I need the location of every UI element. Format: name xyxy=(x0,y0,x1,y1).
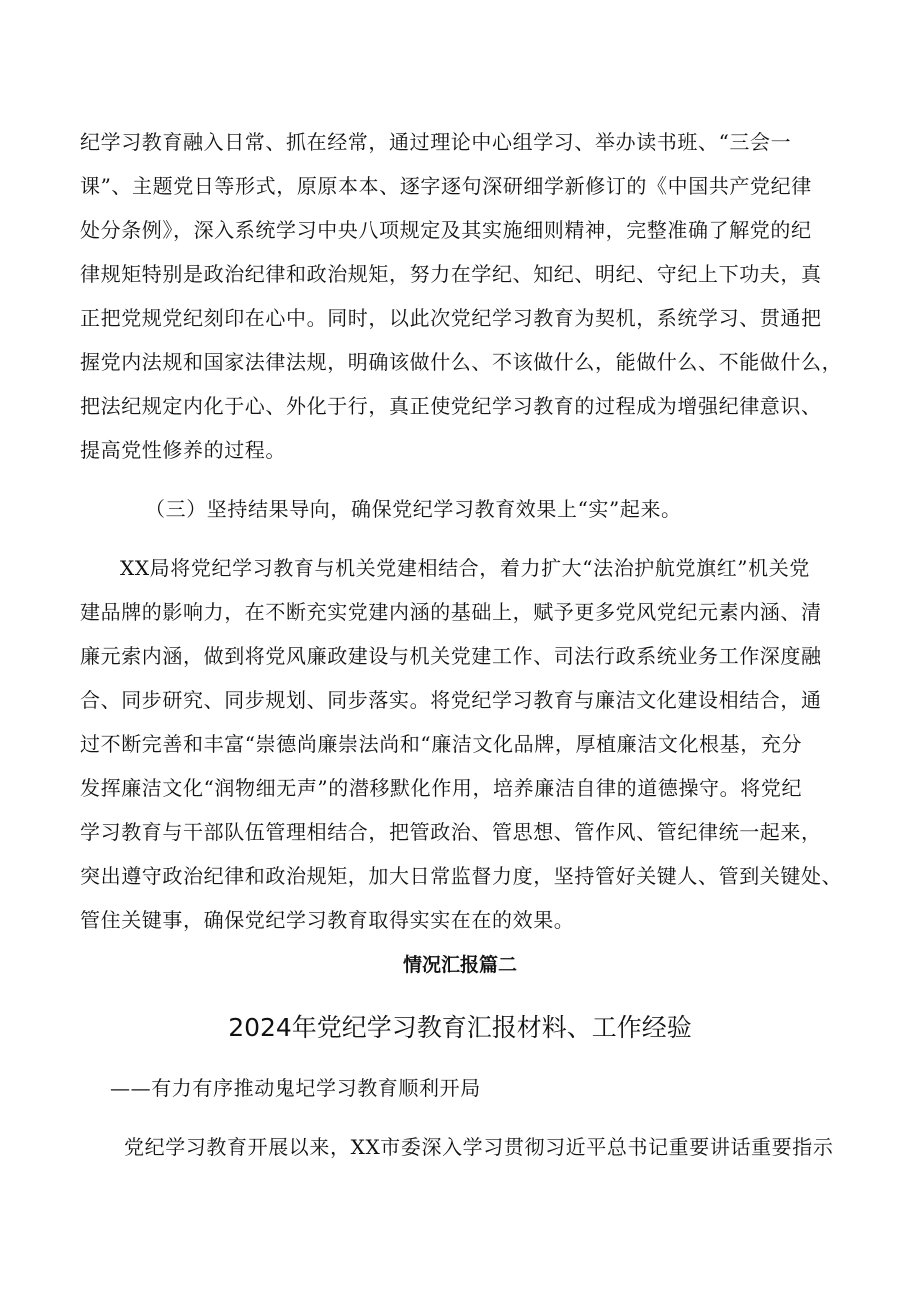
paragraph-line: 突出遵守政治纪律和政治规矩，加大日常监督力度，坚持管好关键人、管到关键处、 xyxy=(80,864,843,888)
paragraph-line: 廉元索内涵，做到将党风廉政建设与机关党建工作、司法行政系统业务工作深度融 xyxy=(80,644,822,668)
body-paragraph-3: 党纪学习教育开展以来，XX市委深入学习贯彻习近平总书记重要讲话重要指示 xyxy=(124,1135,834,1159)
section-label: 情况汇报篇二 xyxy=(402,954,517,976)
body-paragraph-1 xyxy=(80,120,860,472)
paragraph-line: 学习教育与干部队伍管理相结合，把管政治、管思想、管作风、管纪律统一起来， xyxy=(80,820,822,844)
body-paragraph-2 xyxy=(80,546,860,942)
paragraph-line: 提高党性修养的过程。 xyxy=(80,438,286,462)
paragraph-line: 把法纪规定内化于心、外化于行，真正使党纪学习教育的过程成为增强纪律意识、 xyxy=(80,394,822,418)
paragraph-line: 课”、主题党日等形式，原原本本、逐字逐句深研细学新修订的《中国共产党纪律 xyxy=(80,174,812,198)
paragraph-line: 处分条例》，深入系统学习中央八项规定及其实施细则精神，完整准确了解党的纪 xyxy=(80,218,812,242)
paragraph-line: 合、同步研究、同步规划、同步落实。将党纪学习教育与廉洁文化建设相结合，通 xyxy=(80,688,822,712)
paragraph-line: 建品牌的影响力，在不断充实党建内涵的基础上，赋予更多党风党纪元素内涵、清 xyxy=(80,600,822,624)
paragraph-line: 正把党规党纪刻印在心中。同时，以此次党纪学习教育为契机，系统学习、贯通把 xyxy=(80,306,822,330)
paragraph-line: 纪学习教育融入日常、抓在经常，通过理论中心组学习、举办读书班、“三会一 xyxy=(80,130,792,154)
paragraph-line: 过不断完善和丰富“崇德尚廉崇法尚和“廉洁文化品牌，厚植廉洁文化根基，充分 xyxy=(80,732,803,756)
paragraph-line: 握党内法规和国家法律法规，明确该做什么、不该做什么，能做什么、不能做什么， xyxy=(80,350,843,374)
paragraph-line: 管住关键事，确保党纪学习教育取得实实在在的效果。 xyxy=(80,908,575,932)
document-title: 2024年党纪学习教育汇报材料、工作经验 xyxy=(228,1013,692,1042)
paragraph-line: XX局将党纪学习教育与机关党建相结合，着力扩大“法治护航党旗红”机关党 xyxy=(120,556,810,580)
paragraph-line: 律规矩特别是政治纪律和政治规矩，努力在学纪、知纪、明纪、守纪上下功夫，真 xyxy=(80,262,822,286)
section-heading-text: （三）坚持结果导向，确保党纪学习教育效果上“实”起来。 xyxy=(145,497,682,521)
section-heading-3 xyxy=(145,487,845,531)
paragraph-line: 发挥廉洁文化“润物细无声”的潜移默化作用，培养廉洁自律的道德操守。将党纪 xyxy=(80,776,803,800)
document-subtitle: ——有力有序推动鬼圮学习教育顺利开局 xyxy=(110,1076,481,1100)
